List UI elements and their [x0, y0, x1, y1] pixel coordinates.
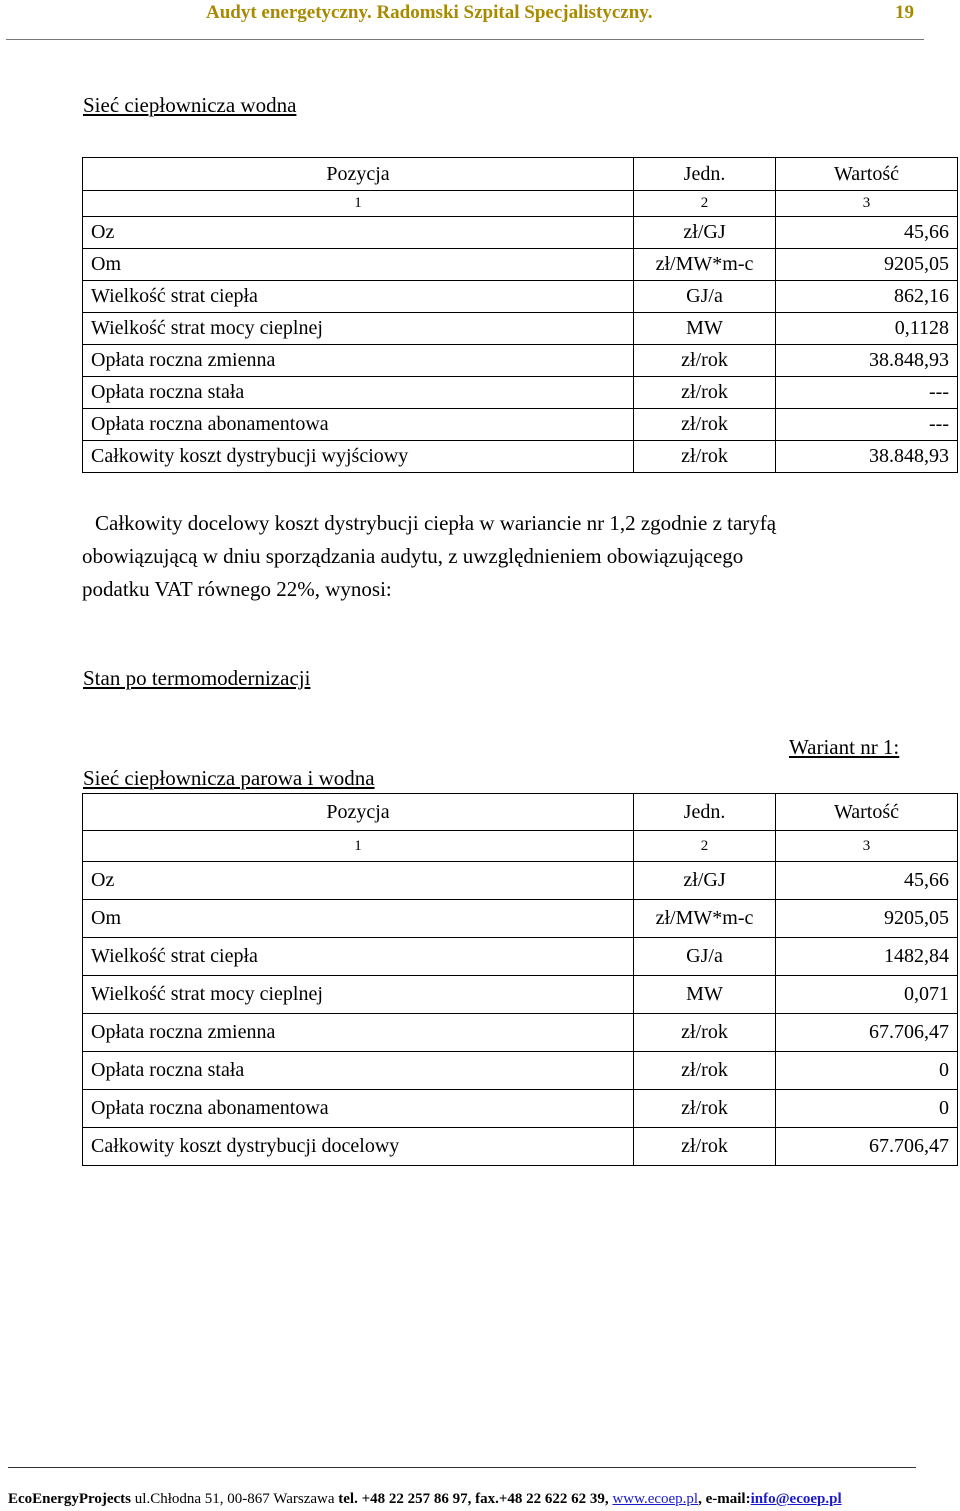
col-number: 3: [776, 831, 958, 862]
footer-phone: tel. +48 22 257 86 97, fax.+48 22 622 62 39,: [338, 1491, 613, 1507]
cell-wartosc: 38.848,93: [776, 345, 958, 377]
header-wartosc: Wartość: [776, 794, 958, 831]
table-row: [83, 249, 958, 281]
cell-wartosc: 0: [776, 1090, 958, 1128]
paragraph-line: obowiązującą w dniu sporządzania audytu, z uwzględnieniem obowiązującego: [82, 544, 744, 568]
cell-wartosc: 9205,05: [776, 900, 958, 938]
cell-wartosc: 67.706,47: [776, 1128, 958, 1166]
table-row: [83, 345, 958, 377]
cell-pozycja: Wielkość strat ciepła: [83, 281, 634, 313]
cell-pozycja: Oz: [83, 862, 634, 900]
table-row: [83, 1128, 958, 1166]
footer-address: ul.Chłodna 51, 00-867 Warszawa: [131, 1491, 339, 1507]
table-row: [83, 1090, 958, 1128]
cell-pozycja: Całkowity koszt dystrybucji wyjściowy: [83, 441, 634, 473]
cell-pozycja: Wielkość strat mocy cieplnej: [83, 313, 634, 345]
summary-paragraph: [82, 507, 902, 606]
cell-jedn: zł/rok: [634, 1128, 776, 1166]
col-number: 2: [634, 831, 776, 862]
table-row: [83, 1014, 958, 1052]
table-row: [83, 377, 958, 409]
cell-pozycja: Om: [83, 249, 634, 281]
cell-jedn: zł/GJ: [634, 217, 776, 249]
page-header: [0, 0, 960, 28]
cell-wartosc: 0: [776, 1052, 958, 1090]
table-row: [83, 976, 958, 1014]
header-jedn: Jedn.: [634, 794, 776, 831]
footer-email-link[interactable]: info@ecoep.pl: [750, 1491, 842, 1507]
section-title-stan-po: Stan po termomodernizacji: [83, 666, 311, 690]
table-header-row: [83, 158, 958, 191]
cell-pozycja: Opłata roczna zmienna: [83, 345, 634, 377]
table-column-numbers: [83, 831, 958, 862]
cell-jedn: MW: [634, 313, 776, 345]
cell-jedn: zł/rok: [634, 1052, 776, 1090]
cell-pozycja: Opłata roczna abonamentowa: [83, 1090, 634, 1128]
footer-website-link[interactable]: www.ecoep.pl: [612, 1491, 699, 1507]
table-row: [83, 313, 958, 345]
page-number: 19: [895, 2, 914, 23]
table-header-row: [83, 794, 958, 831]
cell-wartosc: 67.706,47: [776, 1014, 958, 1052]
cell-wartosc: 45,66: [776, 217, 958, 249]
table-column-numbers: [83, 191, 958, 217]
cell-jedn: GJ/a: [634, 938, 776, 976]
cell-pozycja: Om: [83, 900, 634, 938]
header-wartosc: Wartość: [776, 158, 958, 191]
cell-pozycja: Oz: [83, 217, 634, 249]
cell-wartosc: 0,1128: [776, 313, 958, 345]
cell-pozycja: Opłata roczna abonamentowa: [83, 409, 634, 441]
table-row: [83, 409, 958, 441]
footer-company: EcoEnergyProjects: [8, 1491, 132, 1507]
col-number: 1: [83, 191, 634, 217]
paragraph-line: Całkowity docelowy koszt dystrybucji ciepła w wariancie nr 1,2 zgodnie z taryfą: [95, 511, 777, 535]
cell-jedn: zł/rok: [634, 377, 776, 409]
variant-label: Wariant nr 1:: [789, 735, 900, 759]
table-row: [83, 1052, 958, 1090]
section-title-siec-wodna: Sieć ciepłownicza wodna: [83, 93, 297, 117]
cell-wartosc: ---: [776, 409, 958, 441]
table-row: [83, 938, 958, 976]
cell-jedn: zł/rok: [634, 1090, 776, 1128]
cell-wartosc: 1482,84: [776, 938, 958, 976]
cell-pozycja: Całkowity koszt dystrybucji docelowy: [83, 1128, 634, 1166]
cell-wartosc: 862,16: [776, 281, 958, 313]
section-subtitle-parowa-wodna: Sieć ciepłownicza parowa i wodna: [83, 766, 375, 790]
cell-pozycja: Opłata roczna stała: [83, 1052, 634, 1090]
cell-pozycja: Wielkość strat ciepła: [83, 938, 634, 976]
header-jedn: Jedn.: [634, 158, 776, 191]
cell-jedn: MW: [634, 976, 776, 1014]
table-siec-parowa-wodna: [82, 793, 958, 1166]
table-row: [83, 862, 958, 900]
cell-jedn: zł/GJ: [634, 862, 776, 900]
page-footer: [8, 1491, 948, 1508]
cell-wartosc: 0,071: [776, 976, 958, 1014]
footer-email-label: , e-mail:: [698, 1491, 751, 1507]
cell-pozycja: Wielkość strat mocy cieplnej: [83, 976, 634, 1014]
cell-jedn: zł/MW*m-c: [634, 249, 776, 281]
table-row: [83, 217, 958, 249]
cell-jedn: zł/rok: [634, 345, 776, 377]
header-pozycja: Pozycja: [83, 794, 634, 831]
header-title: Audyt energetyczny. Radomski Szpital Specjalistyczny.: [206, 2, 653, 23]
cell-wartosc: 9205,05: [776, 249, 958, 281]
cell-pozycja: Opłata roczna stała: [83, 377, 634, 409]
cell-wartosc: ---: [776, 377, 958, 409]
cell-wartosc: 38.848,93: [776, 441, 958, 473]
cell-jedn: GJ/a: [634, 281, 776, 313]
table-row: [83, 900, 958, 938]
cell-jedn: zł/rok: [634, 441, 776, 473]
paragraph-line: podatku VAT równego 22%, wynosi:: [82, 577, 392, 601]
header-pozycja: Pozycja: [83, 158, 634, 191]
cell-jedn: zł/rok: [634, 409, 776, 441]
cell-pozycja: Opłata roczna zmienna: [83, 1014, 634, 1052]
table-row: [83, 281, 958, 313]
col-number: 2: [634, 191, 776, 217]
col-number: 1: [83, 831, 634, 862]
header-divider: [6, 39, 924, 40]
cell-wartosc: 45,66: [776, 862, 958, 900]
cell-jedn: zł/MW*m-c: [634, 900, 776, 938]
cell-jedn: zł/rok: [634, 1014, 776, 1052]
footer-divider: [8, 1467, 916, 1468]
table-siec-wodna: [82, 157, 958, 473]
col-number: 3: [776, 191, 958, 217]
table-row: [83, 441, 958, 473]
